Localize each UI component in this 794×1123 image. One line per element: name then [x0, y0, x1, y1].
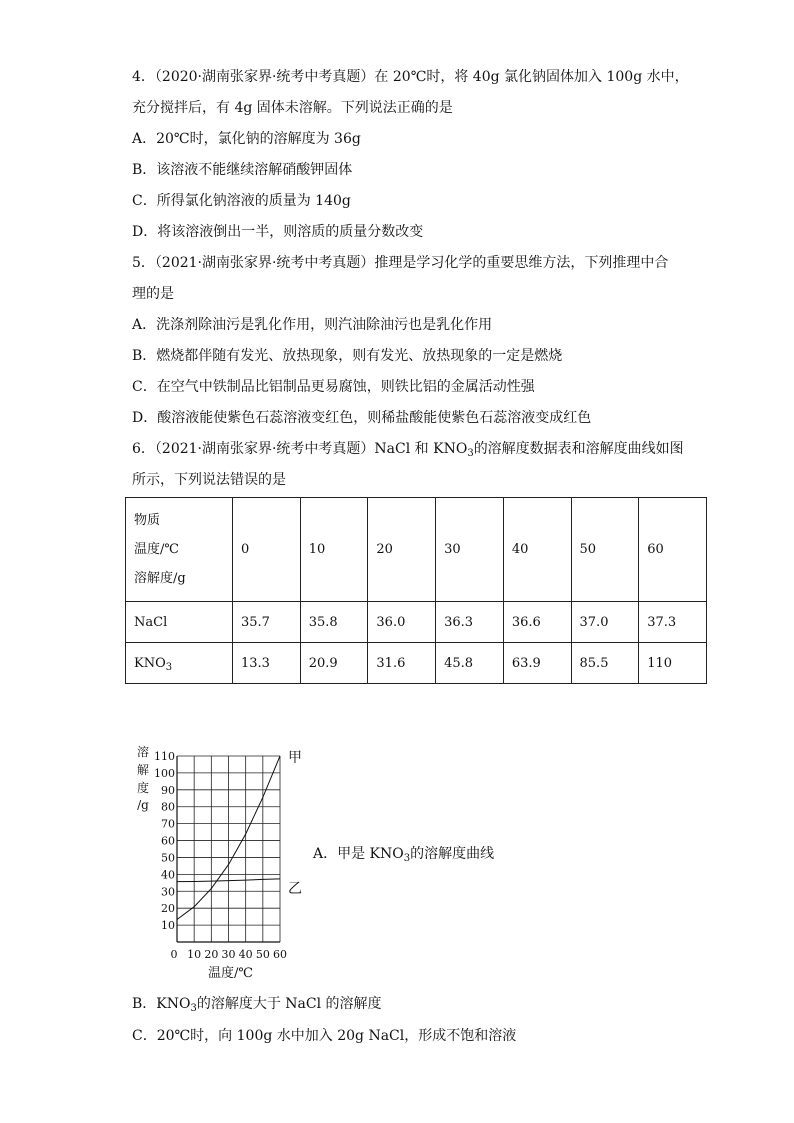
y-tick-label: 90 [161, 783, 175, 797]
x-tick-label: 0 [170, 948, 178, 961]
table-cell: 20.9 [300, 643, 368, 684]
y-tick-label: 20 [161, 902, 175, 916]
table-temp-cell: 10 [300, 498, 368, 602]
q5-option-c: C．在空气中铁制品比铝制品更易腐蚀，则铁比铝的金属活动性强 [132, 379, 535, 395]
q4-stem-line2: 充分搅拌后，有 4g 固体未溶解。下列说法正确的是 [132, 100, 453, 116]
table-row-kno3 [126, 643, 707, 684]
q5-option-d: D．酸溶液能使紫色石蕊溶液变红色，则稀盐酸能使紫色石蕊溶液变成红色 [132, 410, 592, 426]
y-axis-label: 解 [136, 763, 150, 777]
table-cell: 110 [639, 643, 707, 684]
y-tick-label: 100 [154, 766, 175, 780]
table-header-row [126, 498, 707, 602]
y-axis-label: /g [137, 798, 149, 812]
table-cell: 13.3 [233, 643, 301, 684]
solubility-table [125, 497, 707, 684]
table-cell: 85.5 [571, 643, 639, 684]
q4-option-a: A．20℃时，氯化钠的溶解度为 36g [132, 131, 361, 147]
table-temp-cell: 20 [368, 498, 436, 602]
y-tick-label: 60 [161, 834, 175, 848]
x-tick-label: 10 [187, 948, 202, 961]
q5-option-a: A．洗涤剂除油污是乳化作用，则汽油除油污也是乳化作用 [132, 317, 493, 333]
table-temp-cell: 50 [571, 498, 639, 602]
y-tick-label: 80 [161, 800, 175, 814]
q6-option-a: A．甲是 $KNO_3$的溶解度曲线 [313, 846, 495, 864]
table-header-label: 物质 温度/℃ 溶解度/g [126, 498, 233, 602]
table-cell: 31.6 [368, 643, 436, 684]
table-cell: 63.9 [503, 643, 571, 684]
series-label: 乙 [288, 880, 302, 897]
q6-option-b: B．$KNO_3$的溶解度大于 NaCl 的溶解度 [132, 996, 382, 1014]
series-label: 甲 [288, 750, 302, 766]
table-temp-cell: 60 [639, 498, 707, 602]
table-temp-cell: 40 [503, 498, 571, 602]
q6-option-c: C．20℃时，向 100g 水中加入 20g NaCl，形成不饱和溶液 [132, 1028, 517, 1044]
x-axis-label: 温度/℃ [208, 966, 253, 978]
q5-stem-line1: 5．（2021·湖南张家界·统考中考真题）推理是学习化学的重要思维方法，下列推理中合 [132, 255, 669, 271]
table-cell: 37.0 [571, 602, 639, 643]
y-tick-label: 30 [161, 885, 175, 899]
y-tick-label: 70 [161, 817, 175, 831]
table-cell: 35.8 [300, 602, 368, 643]
q4-option-c: C．所得氯化钠溶液的质量为 140g [132, 193, 351, 209]
q6-stem-line2: 所示，下列说法错误的是 [132, 472, 286, 488]
table-cell: 37.3 [639, 602, 707, 643]
y-axis-label: 溶 [136, 745, 150, 759]
y-axis-label: 度 [136, 781, 150, 795]
q4-option-d: D．将该溶液倒出一半，则溶质的质量分数改变 [132, 224, 424, 240]
table-temp-cell: 30 [436, 498, 504, 602]
table-row-nacl [126, 602, 707, 643]
y-tick-label: 10 [161, 919, 175, 933]
q6-stem-line1: 6．（2021·湖南张家界·统考中考真题）NaCl 和 $KNO_3$的溶解度数据表和溶解度曲线如图 [132, 441, 684, 459]
y-tick-label: 50 [161, 851, 175, 865]
x-tick-label: 30 [221, 948, 236, 961]
table-temp-cell: 0 [233, 498, 301, 602]
solubility-chart [130, 738, 310, 978]
q5-option-b: B．燃烧都伴随有发光、放热现象，则有发光、放热现象的一定是燃烧 [132, 348, 563, 364]
table-substance-name: $KNO_3$ [126, 643, 233, 684]
x-tick-label: 40 [238, 948, 253, 961]
table-cell: 35.7 [233, 602, 301, 643]
q4-stem-line1: 4．（2020·湖南张家界·统考中考真题）在 20℃时，将 40g 氯化钠固体加入 100g 水中， [132, 69, 689, 85]
x-tick-label: 20 [204, 948, 219, 961]
table-substance-name: NaCl [126, 602, 233, 643]
table-cell: 36.0 [368, 602, 436, 643]
table-cell: 36.6 [503, 602, 571, 643]
table-cell: 45.8 [436, 643, 504, 684]
q4-option-b: B．该溶液不能继续溶解硝酸钾固体 [132, 162, 353, 178]
y-tick-label: 40 [161, 868, 175, 882]
y-tick-label: 110 [154, 750, 175, 763]
x-tick-label: 60 [273, 948, 287, 961]
x-tick-label: 50 [255, 948, 270, 961]
q5-stem-line2: 理的是 [132, 286, 174, 302]
table-cell: 36.3 [436, 602, 504, 643]
